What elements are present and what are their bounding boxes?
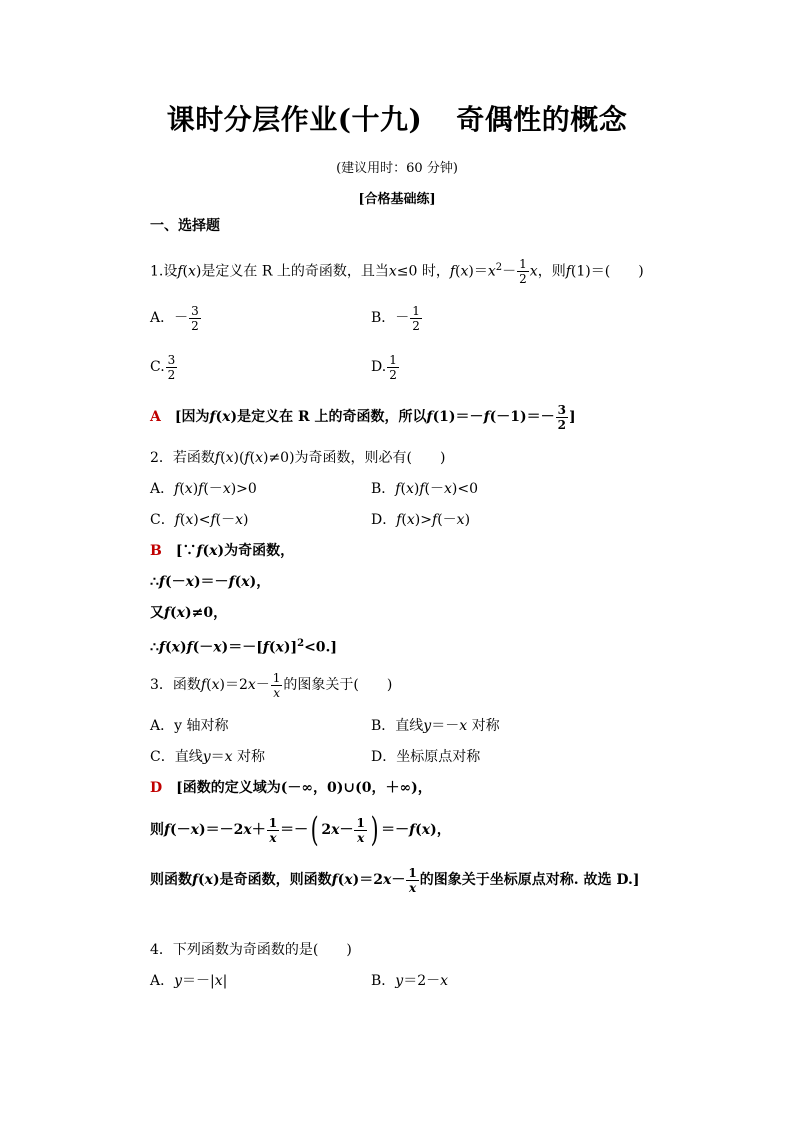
q2-option-d: D．f(x)>f(－x): [371, 512, 471, 528]
q3-option-b: B．直线y＝－x 对称: [371, 718, 500, 734]
q2-solution-line4: $\therefore f(x)f(-x)=-[f(x)]^2<0$.]: [150, 638, 338, 656]
q4-option-a: A．y＝－|x|: [150, 973, 228, 989]
q3-option-d: D．坐标原点对称: [371, 749, 481, 765]
q1-option-b: B．－ $\frac{1}{2}$: [371, 303, 420, 333]
q1-option-a: A．－ $\frac{3}{2}$: [150, 303, 199, 333]
q2-answer: B: [150, 543, 162, 559]
q1-option-d: D. $\frac{1}{2}$: [371, 352, 397, 382]
time-suggestion: (建议用时：60 分钟): [336, 161, 458, 176]
q3-option-c: C．直线y＝x 对称: [150, 749, 265, 765]
q3-option-a: A．y 轴对称: [150, 718, 229, 734]
q3-solution-line1: D [函数的定义域为(－∞，0)∪(0，＋∞)，: [150, 780, 432, 796]
level-tag: [合格基础练]: [358, 192, 436, 207]
q2-solution-line2: ∴f(－x)＝－f(x)，: [150, 574, 271, 590]
page-title: 课时分层作业(十九) 奇偶性的概念: [166, 103, 628, 136]
q4-option-b: B．y＝2－x: [371, 973, 449, 989]
q1-option-c: C. $\frac{3}{2}$: [150, 352, 176, 382]
q2-stem: 2．若函数f(x)(f(x)≠0)为奇函数，则必有( ): [150, 450, 446, 466]
q2-solution-line3: 又f(x)≠0，: [150, 605, 228, 621]
q2-option-a: A．f(x)f(－x)>0: [150, 481, 257, 497]
q2-solution-line1: B [∵f(x)为奇函数，: [150, 543, 295, 559]
section-heading: 一、选择题: [150, 218, 220, 234]
q2-option-b: B．f(x)f(－x)<0: [371, 481, 478, 497]
q4-stem: 4．下列函数为奇函数的是( ): [150, 942, 352, 958]
q1-solution: A [因为f(x)是定义在 R 上的奇函数，所以f(1)＝－f(－1)＝－ $\frac{3}{2}$ ]: [150, 402, 576, 432]
q3-stem: 3．函数f(x)＝2x－ $\frac{1}{x}$ 的图象关于( ): [150, 670, 393, 700]
q3-answer: D: [150, 780, 163, 796]
q2-option-c: C．f(x)<f(－x): [150, 512, 249, 528]
q1-stem: 1.设f(x)是定义在 R 上的奇函数，且当x≤0 时，$f(x)=x^2-$ $\frac{1}{2}$ x，则f(1)＝( ): [150, 257, 644, 287]
q1-answer: A: [150, 409, 161, 425]
q3-solution-line2: 则f(－x)＝－2x＋ $\frac{1}{x}$ ＝－( 2x－ $\frac{1}{x}$ ) ＝－f(x)，: [150, 810, 451, 850]
q3-solution-line3: 则函数f(x)是奇函数，则函数f(x)＝2x－ $\frac{1}{x}$ 的图象关于坐标原点对称. 故选 D.]: [150, 865, 640, 895]
